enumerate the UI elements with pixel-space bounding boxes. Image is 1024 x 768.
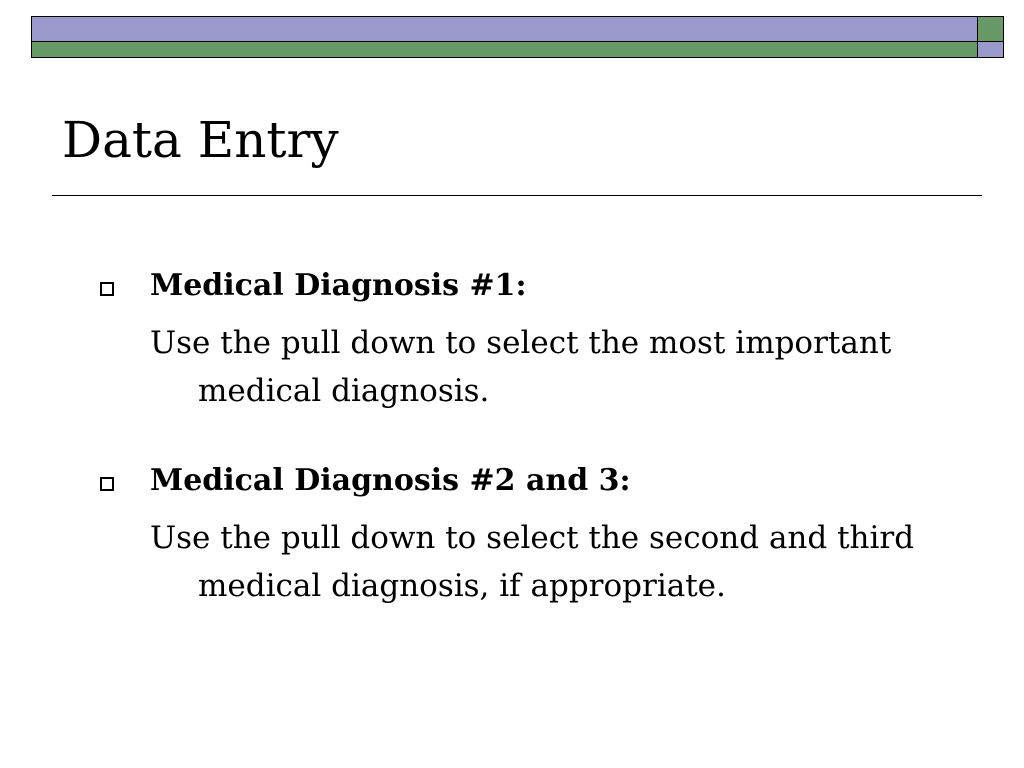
hollow-square-bullet-icon: [100, 282, 114, 296]
header-square-green: [978, 16, 1004, 42]
slide-title: Data Entry: [62, 111, 339, 169]
item-1-text-line-2: medical diagnosis.: [198, 373, 490, 409]
header-bar-purple: [31, 16, 978, 42]
item-2-text-line-1: Use the pull down to select the second and third: [150, 520, 915, 556]
hollow-square-bullet-icon: [100, 477, 114, 491]
item-1-heading: Medical Diagnosis #1:: [150, 268, 527, 303]
item-2-text-line-2: medical diagnosis, if appropriate.: [198, 568, 726, 604]
header-bar-green: [31, 42, 978, 58]
item-1-text-line-1: Use the pull down to select the most important: [150, 325, 892, 361]
item-2-heading: Medical Diagnosis #2 and 3:: [150, 463, 631, 498]
header-square-purple: [978, 42, 1004, 58]
title-divider: [52, 195, 982, 196]
